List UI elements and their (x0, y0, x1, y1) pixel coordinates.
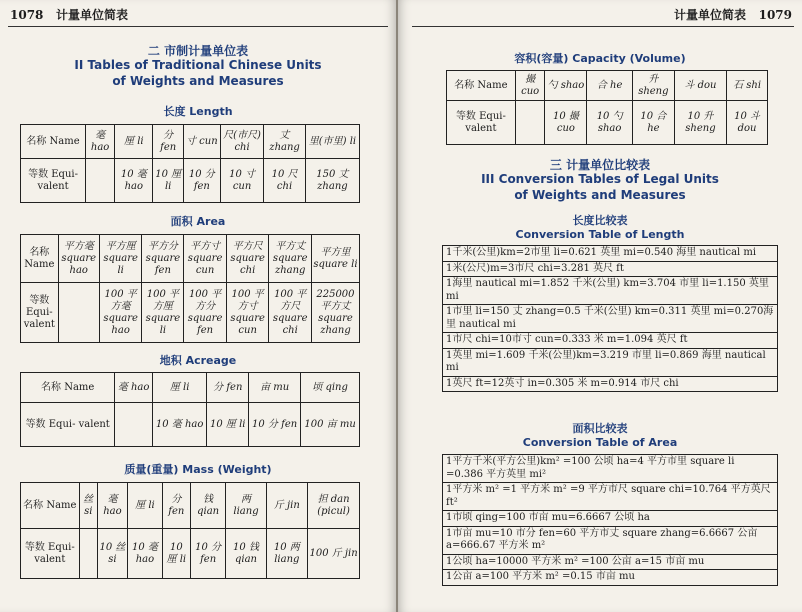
table-cell: 合 he (587, 71, 633, 101)
table-cell: 名称 Name (21, 483, 80, 529)
table-cell: 斤 jin (266, 483, 308, 529)
table-cell: 10 撮 cuo (545, 101, 587, 145)
left-page-header (10, 6, 128, 23)
table-cell: 名称 Name (21, 125, 86, 159)
table-cell: 10 丝 si (97, 529, 127, 579)
table-row (21, 483, 360, 529)
table-cell: 10 分 fen (190, 529, 226, 579)
table-cell: 10 钱 qian (226, 529, 266, 579)
table-cell: 厘 li (115, 125, 153, 159)
table-cell: 10 寸 cun (220, 159, 263, 203)
table-cell: 钱 qian (190, 483, 226, 529)
table-cell: 担 dan (picul) (308, 483, 360, 529)
table-cell: 10 毫 hao (115, 159, 153, 203)
left-page-number: 1078 (10, 8, 44, 22)
area-conversion-table (442, 454, 778, 586)
table-cell: 10 厘 li (207, 403, 249, 447)
table-cell: 丝 si (79, 483, 97, 529)
table-cell: 10 勺 shao (587, 101, 633, 145)
right-page-header (674, 6, 792, 23)
left-page (0, 0, 396, 612)
table-cell: 分 fen (162, 483, 190, 529)
table-cell: 勺 shao (545, 71, 587, 101)
table-cell: 顷 qing (301, 373, 360, 403)
table-row (21, 125, 360, 159)
table-cell: 石 shi (727, 71, 768, 101)
table-cell: 毫 hao (86, 125, 115, 159)
table-cell: 平方丈 square zhang (269, 235, 311, 283)
area-conv-caption-cn: 面积比较表 (572, 422, 628, 435)
table-row (21, 403, 360, 447)
table-cell (79, 529, 97, 579)
table-cell: 150 丈 zhang (305, 159, 359, 203)
table-cell: 厘 li (152, 373, 207, 403)
table-cell (58, 283, 99, 343)
table-cell: 两 liang (226, 483, 266, 529)
table-cell: 10 升 sheng (674, 101, 726, 145)
table-cell: 10 厘 li (162, 529, 190, 579)
table-cell: 里(市里) li (305, 125, 359, 159)
table-cell: 斗 dou (674, 71, 726, 101)
table-row (21, 235, 360, 283)
table-row: 1英尺 ft=12英寸 in=0.305 米 m=0.914 市尺 chi (446, 377, 679, 389)
table-cell: 10 两 liang (266, 529, 308, 579)
mass-table (20, 482, 360, 579)
table-cell: 100 平方尺 square chi (269, 283, 311, 343)
table-cell: 寸 cun (183, 125, 220, 159)
table-cell: 毫 hao (115, 373, 152, 403)
table-cell (515, 101, 545, 145)
area-caption: 面积 Area (170, 215, 226, 228)
area-table (20, 234, 360, 343)
section-iii-title-en-2: of Weights and Measures (514, 188, 686, 202)
section-iii-title-en-1: III Conversion Tables of Legal Units (481, 172, 719, 186)
section-title-cn: 二 市制计量单位表 (147, 44, 249, 58)
table-cell: 100 平方分 square fen (184, 283, 227, 343)
table-cell: 名称 Name (21, 373, 115, 403)
table-cell: 丈 zhang (264, 125, 306, 159)
table-cell: 100 平方寸 square cun (226, 283, 269, 343)
mass-caption: 质量(重量) Mass (Weight) (124, 463, 272, 476)
table-cell: 分 fen (153, 125, 183, 159)
table-cell: 10 厘 li (153, 159, 183, 203)
table-row (21, 283, 360, 343)
table-cell: 平方尺 square chi (226, 235, 269, 283)
section-title-en-1: II Tables of Traditional Chinese Units (74, 58, 322, 72)
table-cell: 10 合 he (632, 101, 674, 145)
table-row (21, 373, 360, 403)
table-cell: 平方毫 square hao (58, 235, 99, 283)
table-cell: 10 分 fen (183, 159, 220, 203)
table-cell: 100 斤 jin (308, 529, 360, 579)
left-header-rule (8, 26, 388, 27)
volume-table (446, 70, 768, 145)
table-cell: 尺(市尺) chi (220, 125, 263, 159)
table-row: 1公亩 a=100 平方米 m² =0.15 市亩 mu (446, 571, 635, 582)
table-row (21, 159, 360, 203)
table-cell: 分 fen (207, 373, 249, 403)
table-cell: 10 分 fen (249, 403, 301, 447)
table-cell: 亩 mu (249, 373, 301, 403)
section-iii-title-cn: 三 计量单位比较表 (549, 158, 651, 172)
table-row: 1市里 li=150 丈 zhang=0.5 千米(公里) km=0.311 英里 mi=0.270海里 nautical mi (443, 305, 777, 333)
table-cell: 等数 Equi- valent (447, 101, 516, 145)
table-row: 1市尺 chi=10市寸 cun=0.333 米 m=1.094 英尺 ft (443, 333, 777, 349)
right-header-rule (412, 26, 794, 27)
table-cell (115, 403, 152, 447)
table-row: 1公顷 ha=10000 平方米 m² =100 公亩 a=15 市亩 mu (443, 555, 777, 571)
table-cell: 等数 Equi- valent (21, 283, 59, 343)
table-cell: 毫 hao (97, 483, 127, 529)
table-cell: 平方分 square fen (142, 235, 184, 283)
table-cell: 名称 Name (447, 71, 516, 101)
table-row (21, 529, 360, 579)
table-cell: 平方厘 square li (99, 235, 142, 283)
table-row: 1海里 nautical mi=1.852 千米(公里) km=3.704 市里 li=1.150 英里 mi (443, 277, 777, 305)
area-conv-caption-en: Conversion Table of Area (522, 436, 678, 449)
table-cell: 等数 Equi- valent (21, 403, 115, 447)
table-row: 1市顷 qing=100 市亩 mu=6.6667 公顷 ha (443, 511, 777, 527)
table-row (447, 71, 768, 101)
table-cell: 平方寸 square cun (184, 235, 227, 283)
left-running-head: 计量单位简表 (55, 8, 128, 22)
volume-caption: 容积(容量) Capacity (Volume) (514, 52, 686, 65)
table-cell (86, 159, 115, 203)
table-cell: 升 sheng (632, 71, 674, 101)
right-page (398, 0, 802, 612)
table-cell: 100 平方毫 square hao (99, 283, 142, 343)
table-cell: 名称 Name (21, 235, 59, 283)
table-row: 1英里 mi=1.609 千米(公里)km=3.219 市里 li=0.869 海里 nautical mi (443, 349, 777, 377)
table-cell: 225000 平方丈 square zhang (311, 283, 359, 343)
length-conversion-table (442, 245, 778, 392)
table-row: 1平方千米(平方公里)km² =100 公顷 ha=4 平方市里 square li =0.386 平方英里 mi² (443, 455, 777, 483)
table-row: 1米(公尺)m=3市尺 chi=3.281 英尺 ft (443, 262, 777, 278)
table-row (447, 101, 768, 145)
table-cell: 平方里 square li (311, 235, 359, 283)
table-cell: 10 毫 hao (128, 529, 163, 579)
section-title-en-2: of Weights and Measures (112, 74, 284, 88)
table-cell: 厘 li (128, 483, 163, 529)
table-cell: 10 毫 hao (152, 403, 207, 447)
table-cell: 等数 Equi- valent (21, 159, 86, 203)
table-row: 1市亩 mu=10 市分 fen=60 平方市丈 square zhang=6.6667 公亩 a=666.67 平方米 m² (443, 527, 777, 555)
table-cell: 100 亩 mu (301, 403, 360, 447)
table-row: 1平方米 m² =1 平方米 m² =9 平方市尺 square chi=10.764 平方英尺 ft² (443, 483, 777, 511)
table-cell: 10 斗 dou (727, 101, 768, 145)
table-cell: 等数 Equi- valent (21, 529, 80, 579)
acreage-caption: 地积 Acreage (159, 354, 237, 367)
table-cell: 10 尺 chi (264, 159, 306, 203)
length-conv-caption-cn: 长度比较表 (572, 214, 628, 227)
right-running-head: 计量单位简表 (674, 8, 747, 22)
length-caption: 长度 Length (163, 105, 233, 118)
acreage-table (20, 372, 360, 447)
right-page-number: 1079 (758, 8, 792, 22)
length-conv-caption-en: Conversion Table of Length (515, 228, 685, 241)
table-cell: 撮 cuo (515, 71, 545, 101)
table-row: 1千米(公里)km=2市里 li=0.621 英里 mi=0.540 海里 nautical mi (443, 246, 777, 262)
length-table (20, 124, 360, 203)
table-cell: 100 平方厘 square li (142, 283, 184, 343)
